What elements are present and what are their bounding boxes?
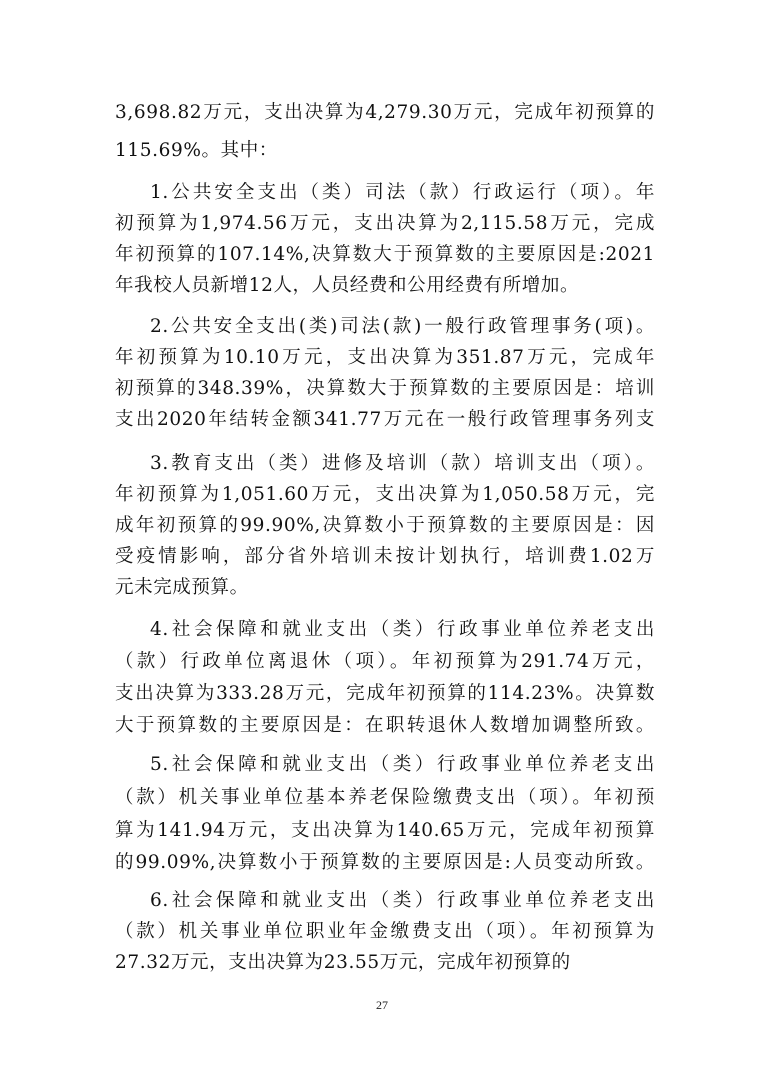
body-text-line: （款）行政单位离退休（项）。年初预算为291.74万元， [115,651,655,672]
body-text-line: （款）机关事业单位职业年金缴费支出（项）。年初预算为 [115,921,655,942]
body-text-line: 算为141.94万元，支出决算为140.65万元，完成年初预算 [115,820,655,841]
body-text-line: 3,698.82万元，支出决算为4,279.30万元，完成年初预算的 [115,102,655,123]
body-text-line: 年我校人员新增12人，人员经费和公用经费有所增加。 [115,275,580,296]
body-text-line: 大于预算数的主要原因是：在职转退休人数增加调整所致。 [115,715,655,736]
body-text-line: 6.社会保障和就业支出（类）行政事业单位养老支出 [150,890,655,911]
body-text-line: 27.32万元，支出决算为23.55万元，完成年初预算的 [115,952,571,973]
body-text-line: 支出决算为333.28万元，完成年初预算的114.23%。决算数 [115,683,655,704]
body-text-line: 成年初预算的99.90%,决算数小于预算数的主要原因是：因 [115,515,655,536]
body-text-line: 3.教育支出（类）进修及培训（款）培训支出（项）。 [150,453,655,474]
body-text-line: 元未完成预算。 [115,577,249,598]
body-text-line: 年初预算为1,051.60万元，支出决算为1,050.58万元，完 [115,484,655,505]
body-text-line: 的99.09%,决算数小于预算数的主要原因是:人员变动所致。 [115,852,655,873]
body-text-line: 1.公共安全支出（类）司法（款）行政运行（项）。年 [150,182,655,203]
body-text-line: 支出2020年结转金额341.77万元在一般行政管理事务列支 [115,409,655,430]
body-text-line: （款）机关事业单位基本养老保险缴费支出（项）。年初预 [115,787,655,808]
body-text-line: 年初预算的107.14%,决算数大于预算数的主要原因是:2021 [115,244,655,265]
body-text-line: 5.社会保障和就业支出（类）行政事业单位养老支出 [150,754,655,775]
body-text-line: 初预算为1,974.56万元，支出决算为2,115.58万元，完成 [115,213,655,234]
body-text-line: 初预算的348.39%，决算数大于预算数的主要原因是：培训 [115,378,655,399]
page-number: 27 [376,998,388,1012]
body-text-line: 4.社会保障和就业支出（类）行政事业单位养老支出 [150,619,655,640]
body-text-line: 年初预算为10.10万元，支出决算为351.87万元，完成年 [115,347,655,368]
body-text-line: 2.公共安全支出(类)司法(款)一般行政管理事务(项)。 [150,316,655,337]
body-text-line: 受疫情影响，部分省外培训未按计划执行，培训费1.02万 [115,546,655,567]
body-text-line: 115.69%。其中： [115,140,278,161]
